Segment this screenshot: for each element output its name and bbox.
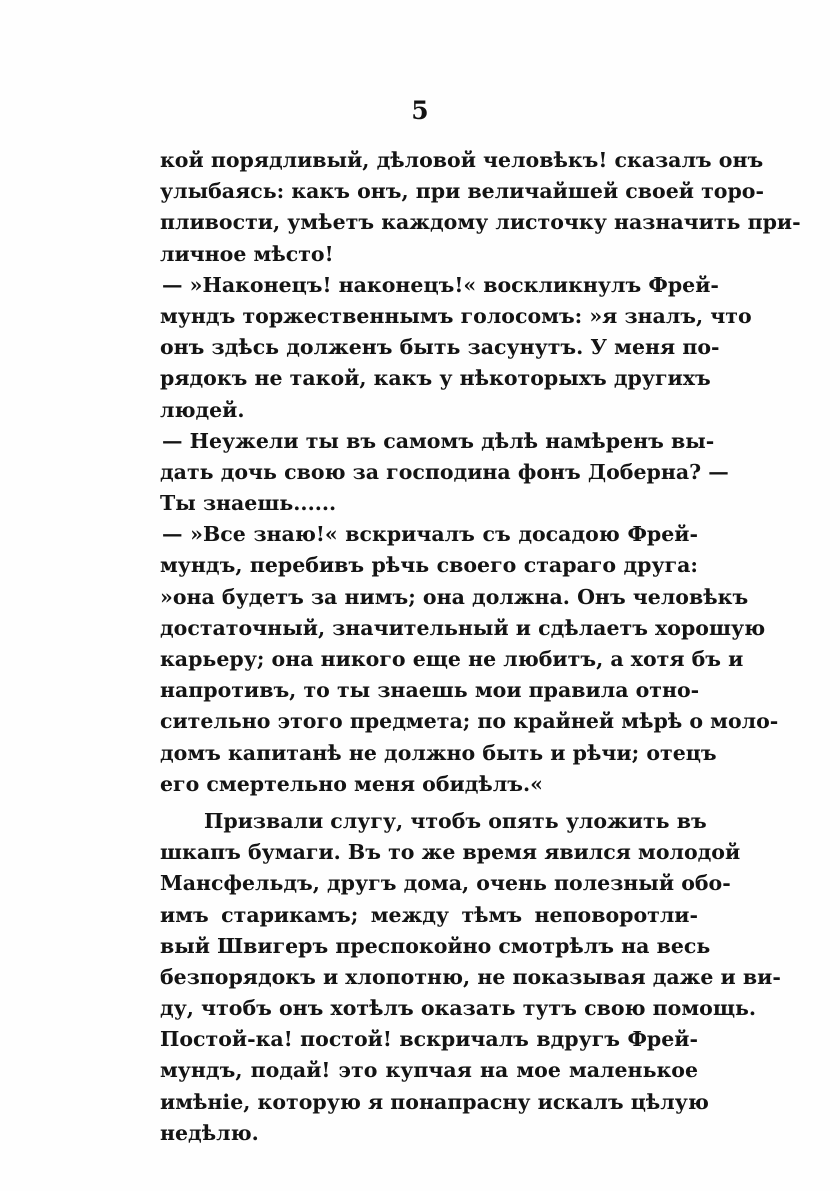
text-line: безпорядокъ и хлопотню, не показывая даже и ви- (160, 964, 781, 989)
text-line: улыбаясь: какъ онъ, при величайшей своей торо- (160, 179, 764, 204)
text-line: рядокъ не такой, какъ у нѣкоторыхъ другихъ (160, 366, 711, 391)
text-line: недѣлю. (160, 1120, 259, 1145)
text-line: — »Наконецъ! наконецъ!« воскликнулъ Фрей- (162, 272, 719, 297)
text-line: сительно этого предмета; по крайней мѣрѣ о моло- (160, 709, 779, 734)
text-line: Мансфельдъ, другъ дома, очень полезный обо- (160, 871, 731, 896)
text-line: мундъ торжественнымъ голосомъ: »я зналъ, что (160, 303, 752, 328)
text-line: — Неужели ты въ самомъ дѣлѣ намѣренъ вы- (162, 428, 715, 453)
text-line: достаточный, значительный и сдѣлаетъ хорошую (160, 615, 766, 640)
paragraph (160, 426, 729, 520)
text-line: личное мѣсто! (160, 241, 334, 266)
text-line: »она будетъ за нимъ; она должна. Онъ человѣкъ (160, 584, 749, 609)
text-line: ду, чтобъ онъ хотѣлъ оказать тутъ свою помощь. (160, 996, 757, 1021)
text-line: мундъ, подай! это купчая на мое маленькое (160, 1058, 698, 1083)
text-line: его смертельно меня обидѣлъ.« (160, 771, 543, 796)
text-line: вый Швигеръ преспокойно смотрѣлъ на весь (160, 933, 711, 958)
text-line: имѣніе, которую я понапрасну искалъ цѣлую (160, 1089, 709, 1114)
text-line: Ты знаешь...... (160, 491, 337, 516)
text-line: пливости, умѣетъ каждому листочку назначить при- (160, 210, 801, 235)
paragraph (160, 145, 801, 270)
text-line: — »Все знаю!« вскричалъ съ досадою Фрей- (162, 522, 698, 547)
text-line: домъ капитанѣ не должно быть и рѣчи; отецъ (160, 740, 717, 765)
page-body-text (160, 145, 801, 1149)
page-number: 5 (411, 96, 429, 125)
text-line: имъ старикамъ; между тѣмъ неповоротли- (160, 902, 698, 927)
text-line: Постой-ка! постой! вскричалъ вдругъ Фрей- (160, 1027, 698, 1052)
text-line: дать дочь свою за господина фонъ Доберна? — (160, 459, 729, 484)
text-line: напротивъ, то ты знаешь мои правила отно- (160, 678, 700, 703)
text-line: шкапъ бумаги. Въ то же время явился молодой (160, 840, 741, 865)
text-line: людей. (160, 397, 245, 422)
paragraph (160, 519, 779, 800)
paragraph (160, 806, 781, 1149)
text-line: карьеру; она никого еще не любитъ, а хотя бъ и (160, 647, 744, 671)
text-line: мундъ, перебивъ рѣчь своего стараго друга: (160, 553, 698, 578)
text-line: Призвали слугу, чтобъ опять уложить въ (204, 808, 707, 833)
text-line: онъ здѣсь долженъ быть засунутъ. У меня по- (160, 335, 720, 360)
text-line: кой порядливый, дѣловой человѣкъ! сказалъ онъ (160, 148, 764, 172)
paragraph (160, 270, 752, 426)
